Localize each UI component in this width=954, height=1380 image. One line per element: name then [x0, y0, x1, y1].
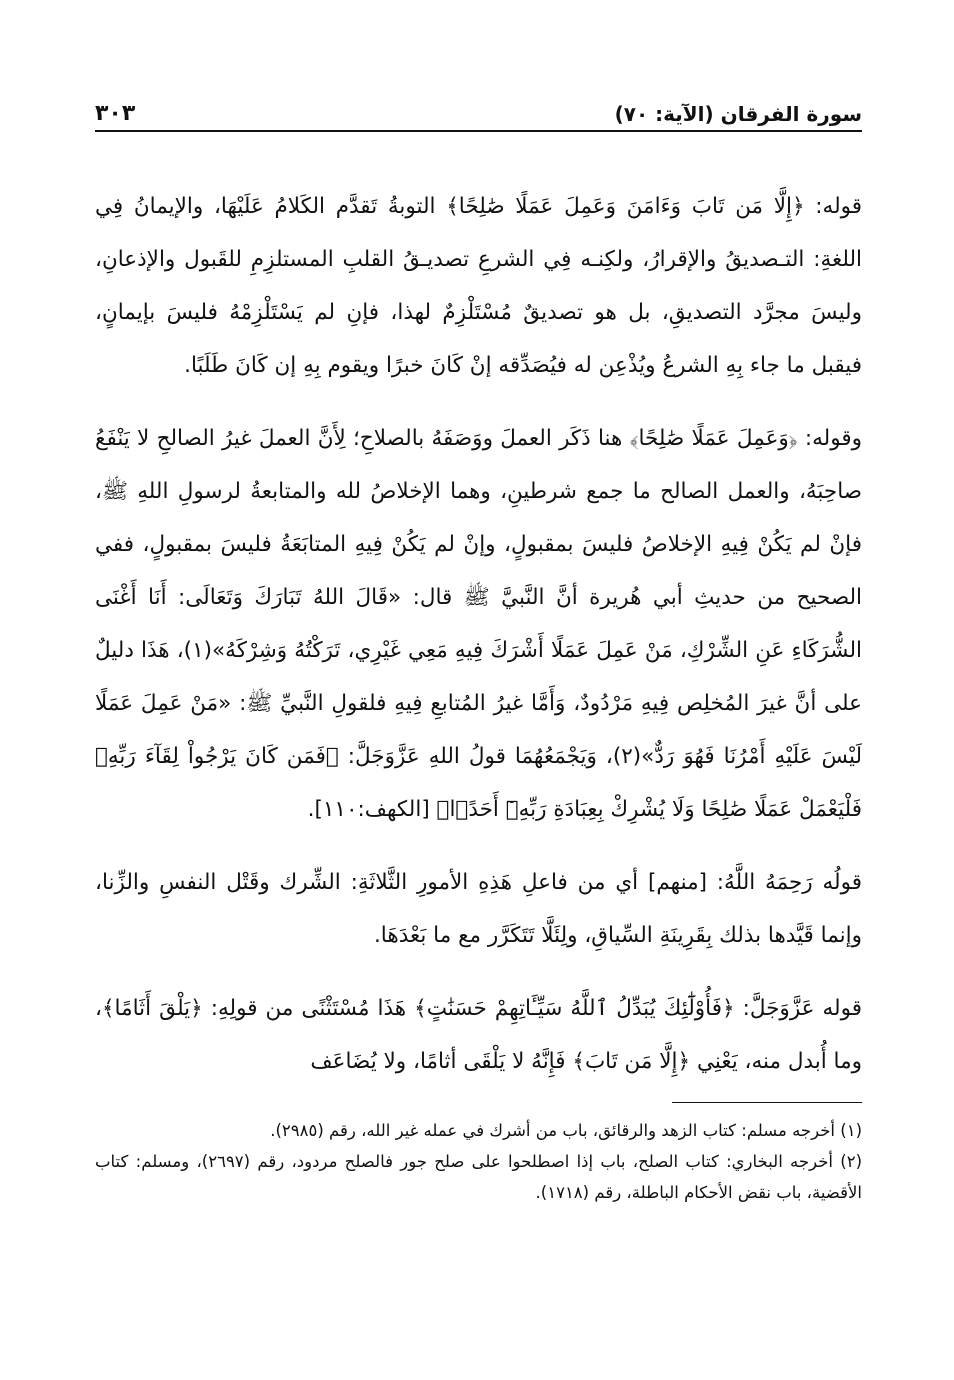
paragraph: قوله: ﴿إِلَّا مَن تَابَ وَءَامَنَ وَعَمِلَ عَمَلًا صَٰلِحًا﴾ التوبةُ تَقدَّم الكَلامُ عَلَيْهَا، والإيمانُ فِي اللغةِ: التـصديقُ والإقرارُ، ولكِنـه فِي الشرعِ تصديـقُ القلبِ المستلزِمِ للقَبول والإذعانِ، وليسَ مجرَّد التصديقِ، بل هو تصديقٌ مُسْتَلْزِمٌ لهذا، فإنِ لم يَسْتَلْزِمْهُ فليسَ بإيمانٍ، فيقبل ما جاء بِهِ الشرعُ ويُذْعِن له فيُصَدِّقه إنْ كَانَ خبرًا ويقوم بِهِ إن كَانَ طَلَبًا.	[95, 194, 862, 378]
footnotes	[95, 1115, 862, 1208]
running-title: سورة الفرقان (الآية: ٧٠)	[614, 102, 862, 126]
paragraph: قولُه رَحِمَهُ اللَّهُ: [منهم] أي من فاعلِ هَذِهِ الأمورِ الثَّلاثَةِ: الشِّرك وقَتْل النفسِ والزِّنا، وإنما قَيَّدها بذلك بِقَرِينَةِ السِّياقِ، ولِئَلَّا تَتَكَرَّر مع ما بَعْدَهَا.	[95, 870, 862, 948]
book-page	[95, 92, 862, 1312]
footnote-rule	[672, 1102, 862, 1103]
body-text	[95, 180, 862, 1088]
footnote: (٢) أخرجه البخاري: كتاب الصلح، باب إذا اصطلحوا على صلح جور فالصلح مردود، رقم (٢٦٩٧)، ومسلم: كتاب الأقضية، باب نقض الأحكام الباطلة، رقم (١٧١٨).	[95, 1152, 862, 1202]
paragraph: قوله عَزَّوَجَلَّ: ﴿فَأُوْلَٰٓئِكَ يُبَدِّلُ ٱللَّهُ سَيِّـَٔاتِهِمْ حَسَنَٰتٍ﴾ هَذَا مُسْتَثْنًى من قولِهِ: ﴿يَلْقَ أَثَامًا﴾، وما أُبدل منه، يَعْنِي ﴿إِلَّا مَن تَابَ﴾ فَإِنَّهُ لا يَلْقَى أثامًا، ولا يُضَاعَف	[95, 996, 862, 1074]
footnote: (١) أخرجه مسلم: كتاب الزهد والرقائق، باب من أشرك في عمله غير الله، رقم (٢٩٨٥).	[270, 1121, 862, 1140]
paragraph: وقوله: ﴿وَعَمِلَ عَمَلًا صَٰلِحًا﴾ هنا ذَكَر العملَ ووَصَفَهُ بالصلاحِ؛ لِأَنَّ العملَ غيرُ الصالحِ لا يَنْفَعُ صاحِبَهُ، والعمل الصالح ما جمع شرطينِ، وهما الإخلاصُ لله والمتابعةُ لرسولِ اللهِ ﷺ، فإنْ لم يَكُنْ فِيهِ الإخلاصُ فليسَ بمقبولٍ، وإنْ لم يَكُنْ فِيهِ المتابَعَةُ فليسَ بمقبولٍ، ففي الصحيح من حديثِ أبي هُريرة أنَّ النَّبيَّ ﷺ قال: «قَالَ اللهُ تَبَارَكَ وَتَعَالَى: أَنَا أَغْنَى الشُّرَكَاءِ عَنِ الشِّرْكِ، مَنْ عَمِلَ عَمَلًا أَشْرَكَ فِيهِ مَعِي غَيْرِي، تَرَكْتُهُ وَشِرْكَهُ»(١)، هَذَا دليلٌ على أنَّ غيرَ المُخلِص فِيهِ مَرْدُودٌ، وَأَمَّا غيرُ المُتابعِ فِيهِ فلقولِ النَّبيِّ ﷺ: «مَنْ عَمِلَ عَمَلًا لَيْسَ عَلَيْهِ أَمْرُنَا فَهُوَ رَدٌّ»(٢)، وَيَجْمَعُهُمَا قولُ اللهِ عَزَّوَجَلَّ: ﴿فَمَن كَانَ يَرْجُواْ لِقَآءَ رَبِّهِۦ فَلْيَعْمَلْ عَمَلًا صَٰلِحًا وَلَا يُشْرِكْ بِعِبَادَةِ رَبِّهِۦٓ أَحَدًۢا﴾ [الكهف:١١٠].	[95, 426, 862, 822]
page-number: ٣٠٣	[95, 101, 136, 126]
header-rule	[95, 130, 862, 132]
page-header	[95, 92, 862, 126]
